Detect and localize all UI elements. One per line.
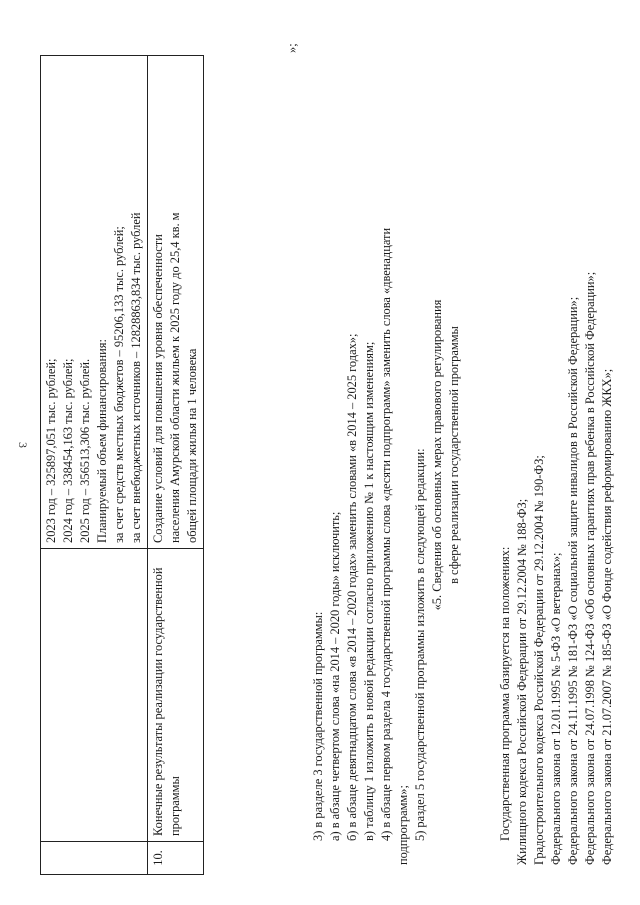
- row-name-cell: [41, 549, 148, 842]
- rotated-page-content: [40, 35, 630, 875]
- content-line: за счет средств местных бюджетов – 95206,133 тыс. рублей;: [112, 226, 126, 543]
- name-line: программы: [168, 776, 182, 836]
- legal-basis-line: Жилищного кодекса Российской Федерации от 29.12.2004 № 188-ФЗ;: [515, 498, 529, 865]
- row-name-cell: [148, 549, 204, 842]
- content-line: 2025 год – 356513,306 тыс. рублей.: [78, 358, 92, 543]
- legal-basis-line: Федерального закона от 24.11.1995 № 181-ФЗ «О социальной защите инвалидов в Российской Федерации»;: [566, 296, 580, 865]
- amendment-line: подпрограмм»;: [396, 785, 410, 865]
- spacer: [463, 45, 497, 865]
- content-line: за счет внебюджетных источников – 12828863,834 тыс. рублей: [129, 212, 143, 543]
- amendment-line: а) в абзаце четвертом слова «на 2014 – 2020 годы» исключить;: [328, 511, 342, 841]
- row-number-cell: [41, 842, 148, 875]
- content-line: 2023 год – 325897,051 тыс. рублей;: [44, 358, 58, 543]
- legal-basis-line: Федерального закона от 21.07.2007 № 185-ФЗ «О Фонде содействия реформированию ЖКХ»;: [600, 368, 614, 865]
- content-line: населения Амурской области жильем к 2025 году до 25,4 кв. м: [168, 212, 182, 543]
- content-line: общей площади жилья на 1 человека: [185, 348, 199, 543]
- program-table: [40, 55, 204, 875]
- amendment-line: 3) в разделе 3 государственной программы:: [311, 611, 325, 841]
- section-heading: «5. Сведения об основных мерах правового регулирования: [430, 299, 444, 611]
- content-line: Создание условий для повышения уровня обеспеченности: [151, 234, 165, 543]
- legal-basis-line: Государственная программа базируется на положениях:: [498, 546, 512, 841]
- legal-basis-line: Градостроительного кодекса Российской Федерации от 29.12.2004 № 190-ФЗ;: [532, 455, 546, 865]
- legal-basis-line: Федерального закона от 12.01.1995 № 5-ФЗ «О ветеранах»;: [549, 552, 563, 865]
- page-number: 3: [16, 442, 30, 448]
- row-number-cell: 10.: [148, 842, 204, 875]
- amendment-line: 5) раздел 5 государственной программы изложить в следующей редакции:: [413, 448, 427, 841]
- amendment-line: в) таблицу 1 изложить в новой редакции согласно приложению № 1 к настоящим изменениям;: [362, 341, 376, 841]
- row-content-cell: [41, 56, 148, 549]
- amendments-text: [310, 45, 616, 865]
- row-content-cell: [148, 56, 204, 549]
- table-row: [41, 56, 148, 875]
- amendment-line: б) в абзаце девятнадцатом слова «в 2014 – 2020 годах» заменить словами «в 2014 – 2025 годах»;: [345, 333, 359, 841]
- table-closing-quote: »;: [285, 43, 299, 53]
- name-line: Конечные результаты реализации государственной: [151, 567, 165, 836]
- content-line: Планируемый объем финансирования:: [95, 339, 109, 543]
- content-line: 2024 год – 338454,163 тыс. рублей;: [61, 358, 75, 543]
- table-row: [148, 56, 204, 875]
- amendment-line: 4) в абзаце первом раздела 4 государственной программы слова «десяти подпрограмм» заменить слова «двенадцати: [379, 227, 393, 841]
- section-heading: в сфере реализации государственной программы: [447, 326, 461, 584]
- legal-basis-line: Федерального закона от 24.07.1998 № 124-ФЗ «Об основных гарантиях прав ребенка в Российской Федерации»;: [583, 271, 597, 865]
